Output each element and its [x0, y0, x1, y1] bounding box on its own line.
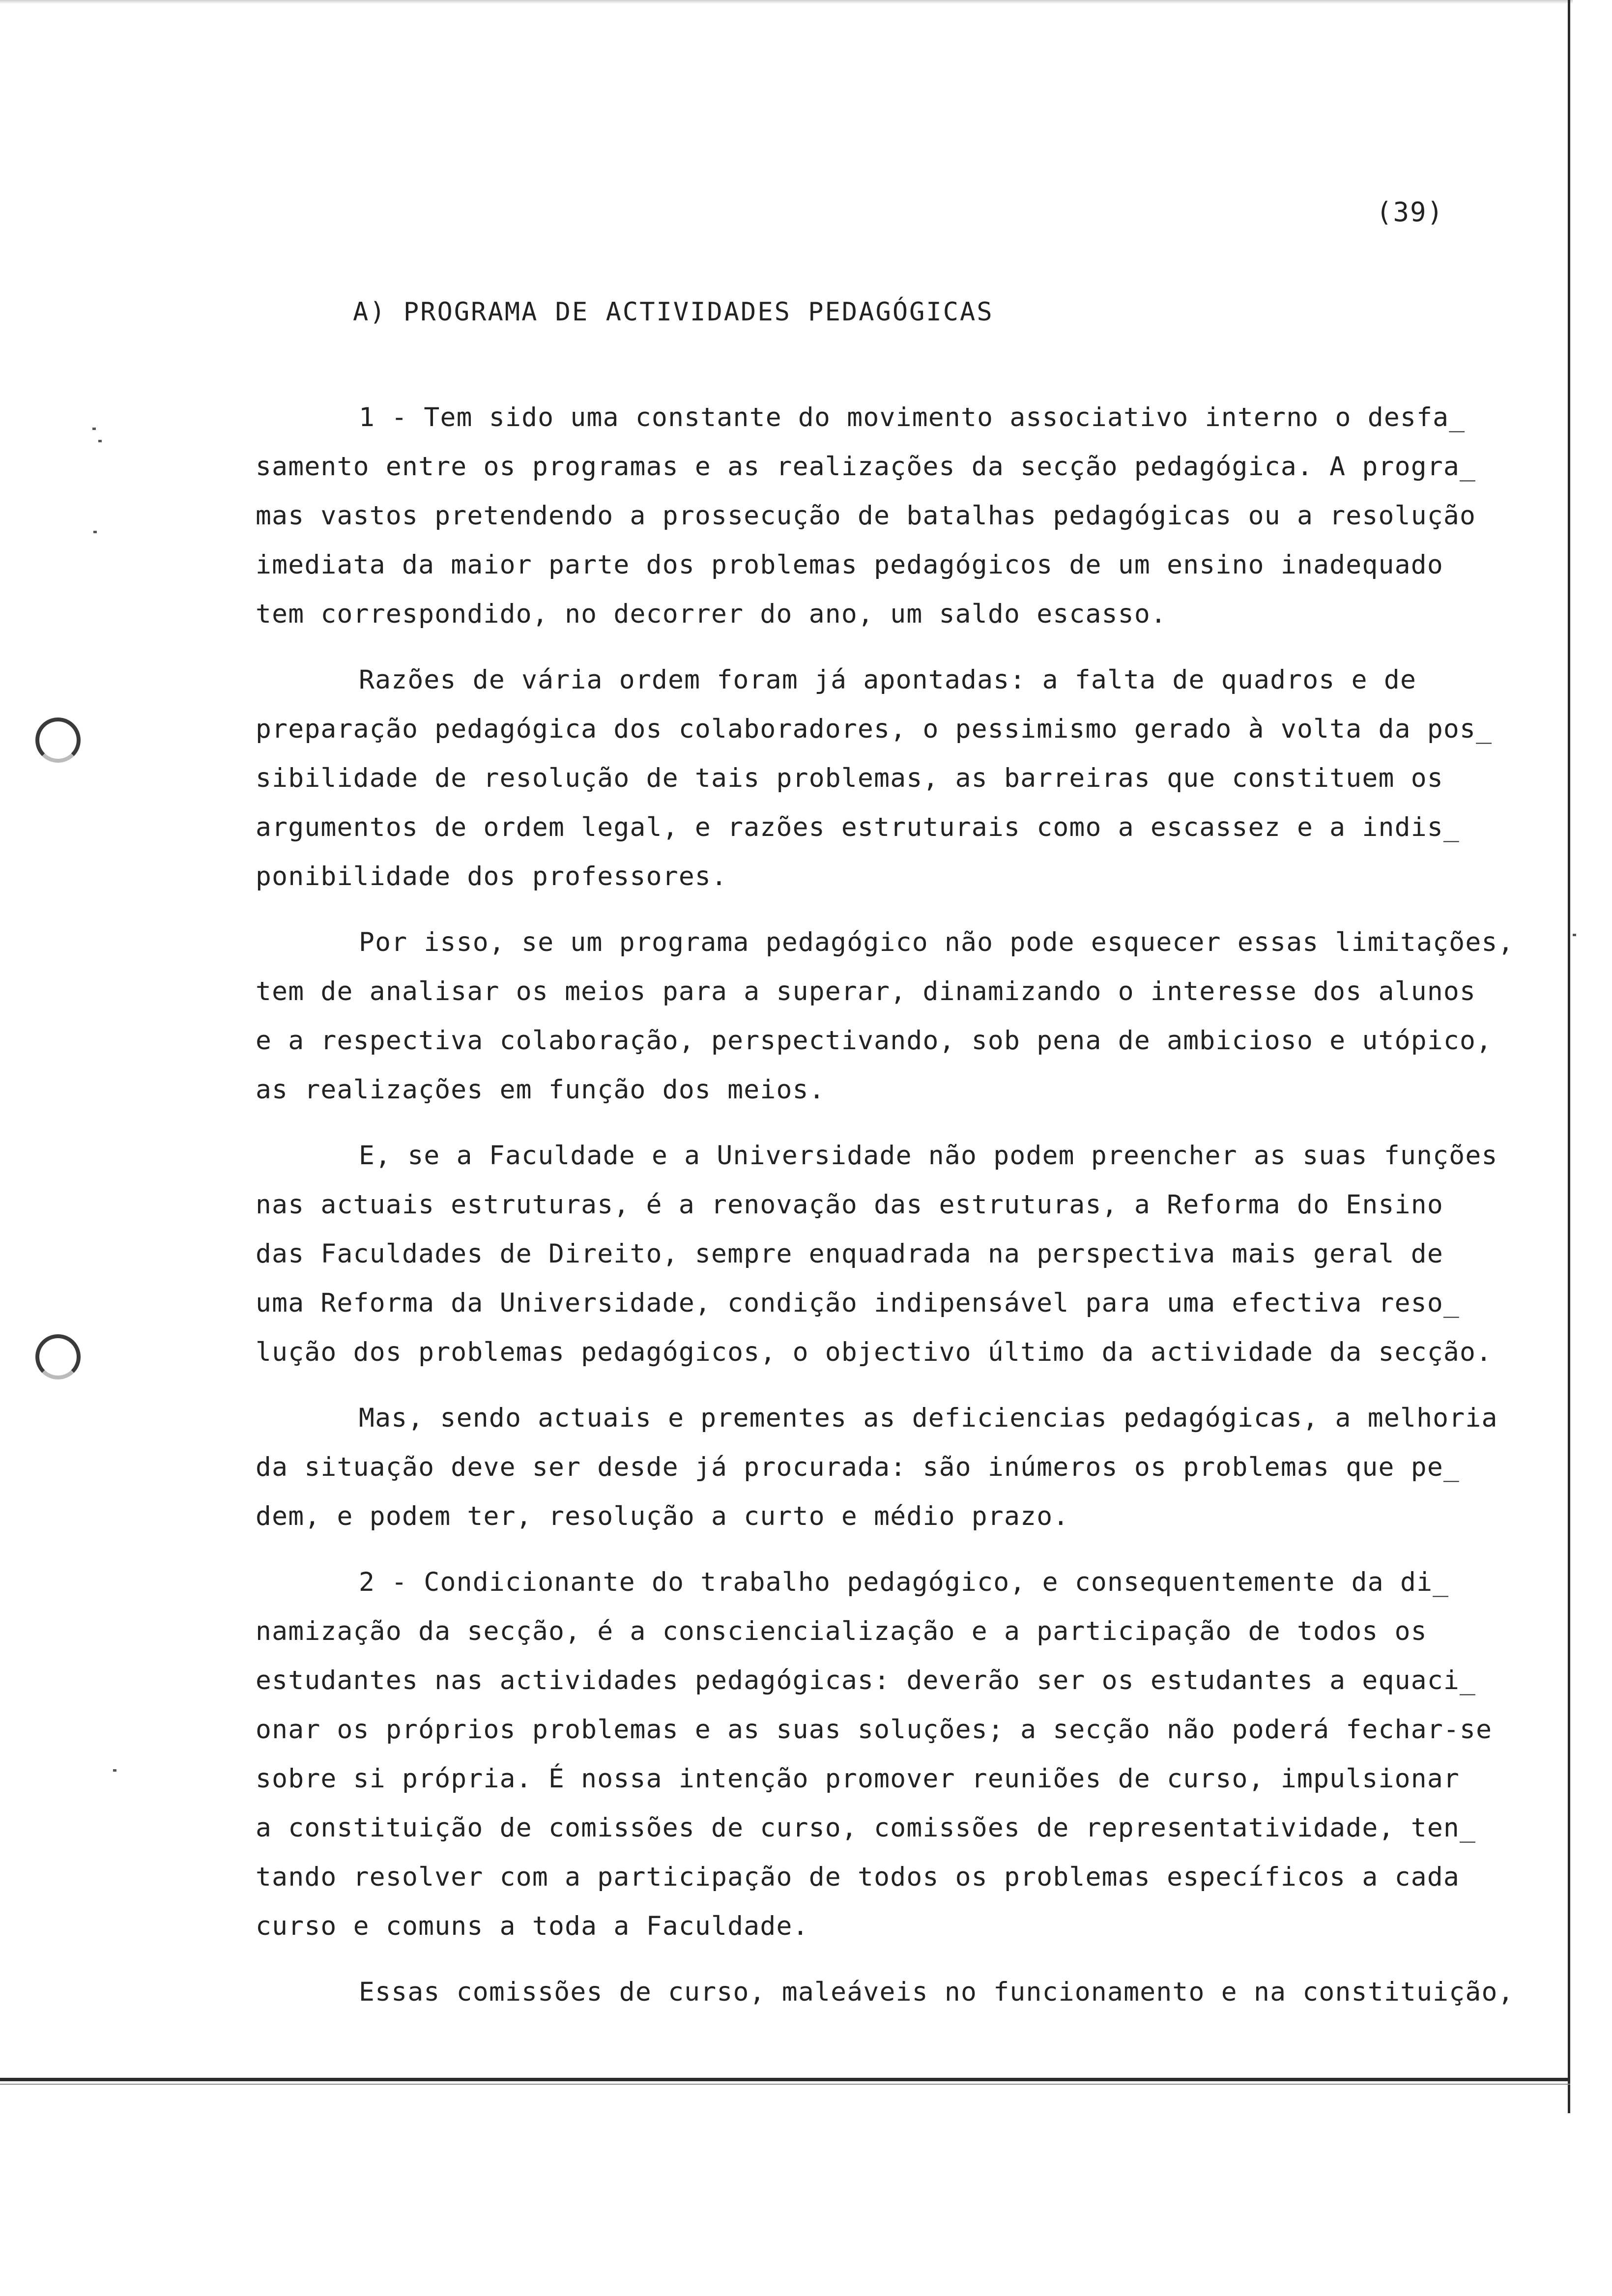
- text-line: tem correspondido, no decorrer do ano, um saldo escasso.: [256, 599, 1167, 629]
- binder-hole-icon: [35, 1334, 81, 1379]
- scan-speck: [98, 440, 102, 442]
- text-line: preparação pedagógica dos colaboradores, o pessimismo gerado à volta da pos_: [256, 714, 1493, 744]
- text-line: argumentos de ordem legal, e razões estruturais como a escassez e a indis_: [256, 812, 1460, 842]
- scan-speck: [93, 531, 97, 533]
- text-line: uma Reforma da Universidade, condição indipensável para uma efectiva reso_: [256, 1288, 1460, 1318]
- text-line: dem, e podem ter, resolução a curto e médio prazo.: [256, 1501, 1069, 1531]
- text-line: samento entre os programas e as realizações da secção pedagógica. A progra_: [256, 452, 1476, 482]
- text-line: curso e comuns a toda a Faculdade.: [256, 1911, 809, 1941]
- text-line: Por isso, se um programa pedagógico não pode esquecer essas limitações,: [359, 927, 1514, 957]
- paragraph-gap: [256, 1951, 1573, 1968]
- paragraph-gap: [256, 1377, 1573, 1394]
- text-line: tando resolver com a participação de todos os problemas específicos a cada: [256, 1862, 1460, 1892]
- text-line: tem de analisar os meios para a superar, dinamizando o interesse dos alunos: [256, 976, 1476, 1006]
- text-line: Razões de vária ordem foram já apontadas: a falta de quadros e de: [359, 665, 1417, 695]
- text-line: Essas comissões de curso, maleáveis no funcionamento e na constituição,: [359, 1977, 1514, 2007]
- paragraph-gap: [256, 901, 1573, 918]
- paragraph: [256, 1394, 1573, 1541]
- paragraph: [256, 393, 1573, 639]
- text-line: das Faculdades de Direito, sempre enquadrada na perspectiva mais geral de: [256, 1239, 1443, 1269]
- scan-bottom-rule-shadow: [0, 2084, 1570, 2085]
- text-line: 1 - Tem sido uma constante do movimento associativo interno o desfa_: [359, 402, 1466, 432]
- text-line: sibilidade de resolução de tais problemas, as barreiras que constituem os: [256, 763, 1443, 793]
- text-line: lução dos problemas pedagógicos, o objectivo último da actividade da secção.: [256, 1337, 1493, 1367]
- text-line: e a respectiva colaboração, perspectivando, sob pena de ambicioso e utópico,: [256, 1026, 1493, 1056]
- scan-speck: [113, 1769, 116, 1772]
- paragraph: [256, 656, 1573, 901]
- text-line: E, se a Faculdade e a Universidade não podem preencher as suas funções: [359, 1141, 1498, 1171]
- scan-speck: [1573, 934, 1576, 936]
- body-text: [256, 393, 1573, 2017]
- text-line: mas vastos pretendendo a prossecução de batalhas pedagógicas ou a resolução: [256, 501, 1476, 531]
- binder-hole-icon: [35, 718, 81, 763]
- text-line: ponibilidade dos professores.: [256, 861, 728, 891]
- text-line: sobre si própria. É nossa intenção promover reuniões de curso, impulsionar: [256, 1764, 1460, 1794]
- text-line: as realizações em função dos meios.: [256, 1075, 825, 1105]
- text-line: nas actuais estruturas, é a renovação das estruturas, a Reforma do Ensino: [256, 1190, 1443, 1220]
- text-line: da situação deve ser desde já procurada: são inúmeros os problemas que pe_: [256, 1452, 1460, 1482]
- text-line: onar os próprios problemas e as suas soluções; a secção não poderá fechar-se: [256, 1715, 1493, 1745]
- page-number: (39): [1376, 197, 1444, 228]
- paragraph: [256, 1968, 1573, 2017]
- scan-top-edge: [0, 0, 1573, 4]
- scan-speck: [92, 428, 96, 430]
- paragraph-gap: [256, 1115, 1573, 1131]
- text-line: estudantes nas actividades pedagógicas: deverão ser os estudantes a equaci_: [256, 1665, 1476, 1695]
- paragraph: [256, 1131, 1573, 1377]
- text-line: imediata da maior parte dos problemas pedagógicos de um ensino inadequado: [256, 550, 1443, 580]
- paragraph: [256, 1558, 1573, 1951]
- paragraph: [256, 918, 1573, 1115]
- section-heading: A) PROGRAMA DE ACTIVIDADES PEDAGÓGICAS: [353, 297, 994, 327]
- text-line: 2 - Condicionante do trabalho pedagógico, e consequentemente da di_: [359, 1567, 1449, 1597]
- paragraph-gap: [256, 639, 1573, 656]
- text-line: Mas, sendo actuais e prementes as deficiencias pedagógicas, a melhoria: [359, 1403, 1498, 1433]
- text-line: a constituição de comissões de curso, comissões de representatividade, ten_: [256, 1813, 1476, 1843]
- scan-bottom-rule: [0, 2078, 1570, 2081]
- paragraph-gap: [256, 1541, 1573, 1558]
- text-line: namização da secção, é a consciencialização e a participação de todos os: [256, 1616, 1427, 1646]
